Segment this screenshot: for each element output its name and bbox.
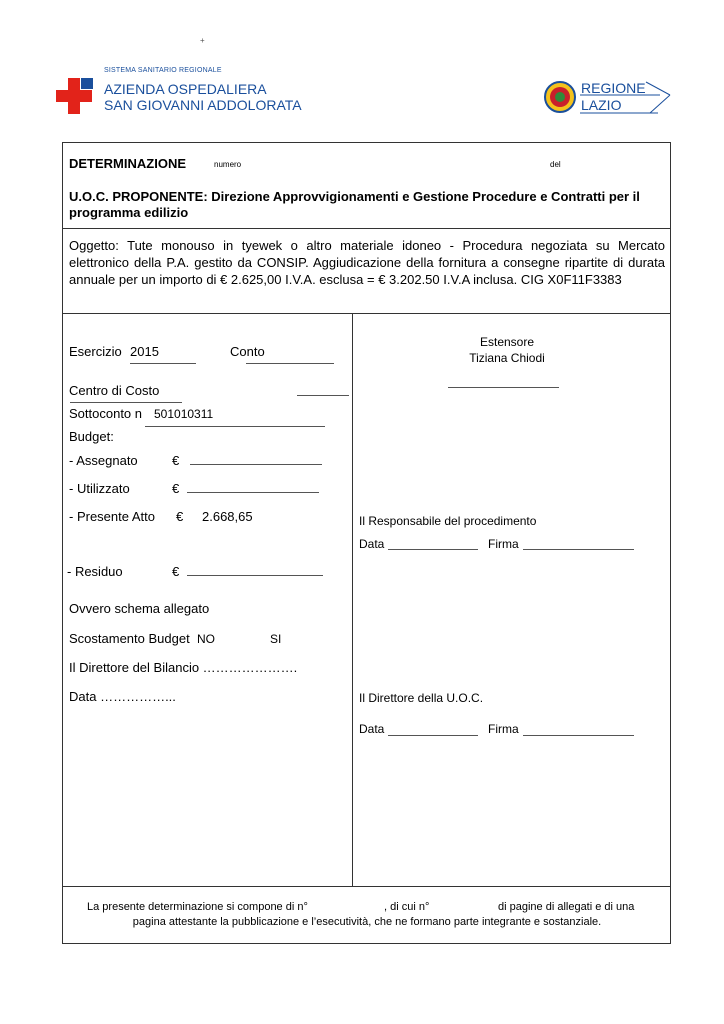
uoc-proponente: U.O.C. PROPONENTE: Direzione Approvvigionamenti e Gestione Procedure e Contratti per il programma edilizio <box>69 189 640 220</box>
column-separator <box>352 313 353 886</box>
esercizio-value: 2015 <box>130 344 159 359</box>
estensore-label: Estensore <box>479 335 535 349</box>
responsabile-label: Il Responsabile del procedimento <box>359 514 537 528</box>
footer-part1: La presente determinazione si compone di n° <box>87 901 308 913</box>
direttore-uoc-label: Il Direttore della U.O.C. <box>359 691 484 705</box>
esercizio-label: Esercizio <box>69 344 122 359</box>
residuo-field-line <box>187 575 323 576</box>
sottoconto-underline <box>145 426 325 427</box>
sottoconto-label: Sottoconto n <box>69 406 142 421</box>
assegnato-label: - Assegnato <box>69 453 138 468</box>
org-name-line2: SAN GIOVANNI ADDOLORATA <box>104 97 302 113</box>
presente-atto-label: - Presente Atto <box>69 509 155 524</box>
residuo-euro: € <box>172 564 180 579</box>
assegnato-euro: € <box>172 453 180 468</box>
footer-part2: , di cui n° <box>384 901 430 913</box>
direttore-data-line <box>388 735 478 736</box>
divider-columns <box>62 313 671 314</box>
regione-lazio-emblem-icon <box>543 80 577 114</box>
region-logo-lines <box>580 80 672 114</box>
direttore-data-label: Data <box>359 722 385 736</box>
presente-atto-euro: € <box>176 509 184 524</box>
utilizzato-field-line <box>187 492 319 493</box>
responsabile-data-label: Data <box>359 537 385 551</box>
direttore-firma-line <box>523 735 634 736</box>
scostamento-no: NO <box>197 632 215 646</box>
scostamento-si: SI <box>270 632 282 646</box>
conto-label: Conto <box>230 344 265 359</box>
presente-atto-value: 2.668,65 <box>202 509 253 524</box>
divider-footer <box>62 886 671 887</box>
footer-line2: pagina attestante la pubblicazione e l’esecutività, che ne formano parte integrante e sostanziale. <box>132 916 602 928</box>
scostamento-label: Scostamento Budget <box>69 631 190 646</box>
centro-costo-field-line <box>297 395 349 396</box>
assegnato-field-line <box>190 464 322 465</box>
org-name-line1: AZIENDA OSPEDALIERA <box>104 81 267 97</box>
residuo-label: - Residuo <box>67 564 123 579</box>
cross-logo-vertical <box>68 78 80 114</box>
direttore-bilancio: Il Direttore del Bilancio …………………. <box>69 660 298 675</box>
region-name-line1: REGIONE <box>581 80 646 96</box>
region-name-line2: LAZIO <box>581 97 622 113</box>
top-mark: + <box>200 36 205 45</box>
responsabile-firma-label: Firma <box>488 537 519 551</box>
divider-oggetto <box>62 228 671 229</box>
cross-logo-accent <box>81 78 93 89</box>
schema-allegato-label: Ovvero schema allegato <box>69 601 210 616</box>
responsabile-firma-line <box>523 549 634 550</box>
sottoconto-value: 501010311 <box>154 407 214 421</box>
estensore-name: Tiziana Chiodi <box>469 351 545 365</box>
direttore-firma-label: Firma <box>488 722 519 736</box>
utilizzato-euro: € <box>172 481 180 496</box>
centro-costo-label: Centro di Costo <box>69 383 160 398</box>
oggetto-text: Oggetto: Tute monouso in tyewek o altro materiale idoneo - Procedura negoziata su Mercato elettronico della P.A. gestito da CONSIP. Aggiudicazione della fornitura a consegne ripartite di durata annuale per un importo di € 2.625,00 I.V.A. esclusa = € 3.202.50 I.V.A inclusa. CIG X0F11F3383 <box>69 238 665 287</box>
centro-costo-underline <box>70 402 182 403</box>
conto-underline <box>246 363 334 364</box>
responsabile-data-line <box>388 549 478 550</box>
numero-label: numero <box>214 160 242 169</box>
utilizzato-label: - Utilizzato <box>69 481 130 496</box>
estensore-signature-line <box>448 387 559 388</box>
org-subtitle: SISTEMA SANITARIO REGIONALE <box>104 67 222 74</box>
footer-part3: di pagine di allegati e di una <box>498 901 635 913</box>
data-bilancio: Data ……………... <box>69 689 176 704</box>
budget-label: Budget: <box>69 429 114 444</box>
determinazione-label: DETERMINAZIONE <box>69 156 186 171</box>
del-label: del <box>550 160 561 169</box>
esercizio-underline <box>130 363 196 364</box>
